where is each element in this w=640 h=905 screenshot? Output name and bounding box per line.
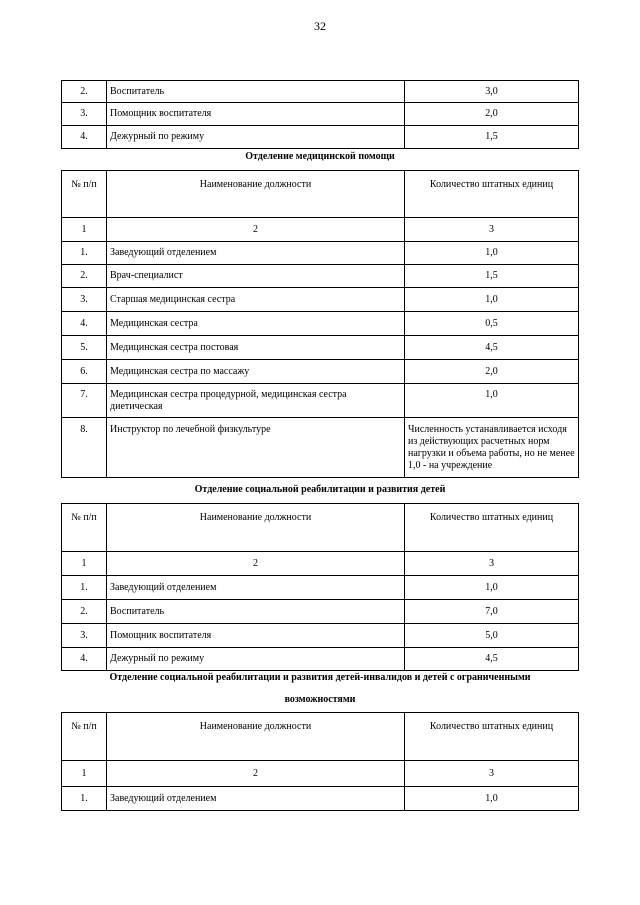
header-count: Количество штатных единиц [405,713,579,761]
page-number: 32 [314,19,326,33]
header-position: Наименование должности [107,713,405,761]
table-row [62,288,579,312]
position-name: Врач-специалист [107,265,405,288]
table-row [62,384,579,418]
position-name: Медицинская сестра процедурной, медицинская сестра диетическая [107,384,405,418]
staff-count: Численность устанавливается исходя из действующих расчетных норм нагрузки и объема работы, но не менее 1,0 - на учреждение [405,418,579,478]
table-row [62,242,579,265]
index-row [62,218,579,242]
staff-count: 1,0 [405,384,579,418]
staff-count: 7,0 [405,600,579,624]
row-number: 4. [62,312,107,336]
header-number: № п/п [62,504,107,552]
staff-count: 0,5 [405,312,579,336]
row-number: 3. [62,103,107,126]
index-cell: 3 [405,552,579,576]
table-row [62,126,579,149]
position-name: Заведующий отделением [107,787,405,811]
staff-count: 1,0 [405,242,579,265]
staff-count: 5,0 [405,624,579,648]
section-title: Отделение социальной реабилитации и развития детей-инвалидов и детей с ограниченными [109,672,531,683]
staff-count: 3,0 [405,81,579,103]
table-row [62,576,579,600]
index-cell: 3 [405,218,579,242]
staff-count: 4,5 [405,336,579,360]
position-name: Воспитатель [107,600,405,624]
row-number: 2. [62,265,107,288]
row-number: 7. [62,384,107,418]
staff-count: 1,0 [405,787,579,811]
table-row [62,336,579,360]
header-number: № п/п [62,713,107,761]
index-cell: 1 [62,552,107,576]
table-row [62,103,579,126]
table-row [62,360,579,384]
header-row [62,713,579,761]
staff-count: 1,0 [405,576,579,600]
table-row [62,81,579,103]
index-row [62,552,579,576]
table-row [62,787,579,811]
staff-count: 1,5 [405,126,579,149]
row-number: 2. [62,81,107,103]
index-row [62,761,579,787]
medical-staff-table [61,170,579,478]
index-cell: 2 [107,552,405,576]
table-row [62,648,579,671]
row-number: 5. [62,336,107,360]
index-cell: 1 [62,761,107,787]
position-name: Старшая медицинская сестра [107,288,405,312]
position-name: Дежурный по режиму [107,126,405,149]
position-name: Медицинская сестра по массажу [107,360,405,384]
staff-count: 1,5 [405,265,579,288]
row-number: 1. [62,576,107,600]
header-count: Количество штатных единиц [405,504,579,552]
disabled-children-table [61,712,579,811]
row-number: 8. [62,418,107,478]
index-cell: 1 [62,218,107,242]
position-name: Помощник воспитателя [107,103,405,126]
section-title: Отделение медицинской помощи [245,151,395,162]
position-name: Помощник воспитателя [107,624,405,648]
index-cell: 2 [107,218,405,242]
section-title-continued: возможностями [284,694,356,705]
staff-count: 4,5 [405,648,579,671]
row-number: 4. [62,126,107,149]
position-name: Медицинская сестра постовая [107,336,405,360]
staff-count: 2,0 [405,103,579,126]
section-title: Отделение социальной реабилитации и развития детей [194,484,446,495]
position-name: Медицинская сестра [107,312,405,336]
row-number: 6. [62,360,107,384]
row-number: 4. [62,648,107,671]
header-row [62,171,579,218]
position-name: Заведующий отделением [107,242,405,265]
table-row [62,265,579,288]
index-cell: 3 [405,761,579,787]
header-position: Наименование должности [107,504,405,552]
row-number: 1. [62,242,107,265]
index-cell: 2 [107,761,405,787]
row-number: 2. [62,600,107,624]
table-row [62,600,579,624]
position-name: Инструктор по лечебной физкультуре [107,418,405,478]
position-name: Дежурный по режиму [107,648,405,671]
row-number: 3. [62,288,107,312]
row-number: 3. [62,624,107,648]
header-row [62,504,579,552]
header-number: № п/п [62,171,107,218]
position-name: Заведующий отделением [107,576,405,600]
staff-count: 2,0 [405,360,579,384]
social-rehab-table [61,503,579,671]
table-row [62,418,579,478]
table-row [62,312,579,336]
table-row [62,624,579,648]
header-position: Наименование должности [107,171,405,218]
position-name: Воспитатель [107,81,405,103]
header-count: Количество штатных единиц [405,171,579,218]
continuation-table [61,80,579,149]
row-number: 1. [62,787,107,811]
staff-count: 1,0 [405,288,579,312]
